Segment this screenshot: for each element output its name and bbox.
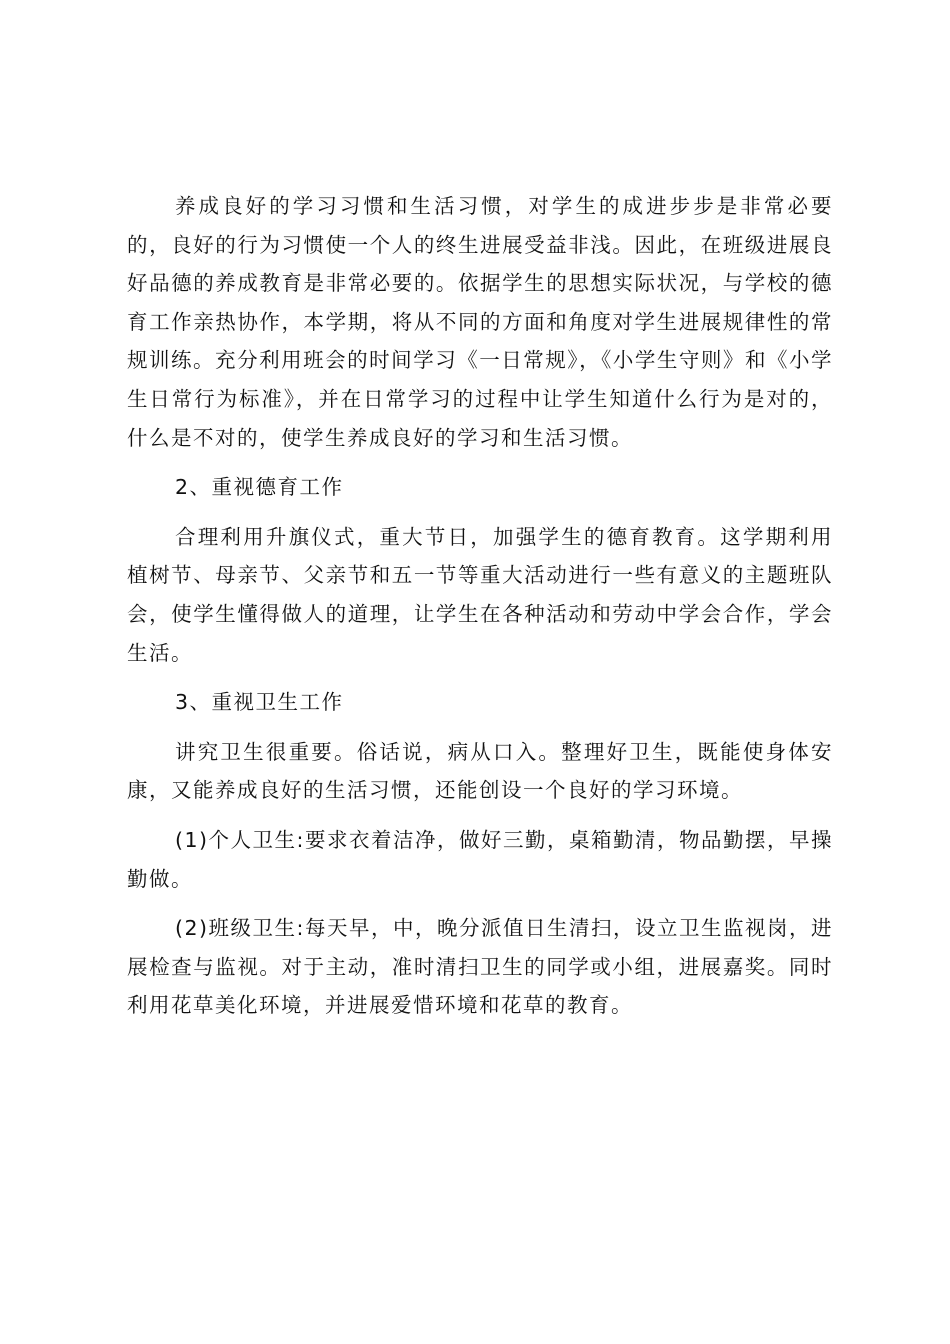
paragraph-moral-education: 合理利用升旗仪式，重大节日，加强学生的德育教育。这学期利用植树节、母亲节、父亲节和五一节等重大活动进行一些有意义的主题班队会，使学生懂得做人的道理，让学生在各种活动和劳动中学会合作，学会生活。 bbox=[127, 524, 833, 665]
paragraph-personal-hygiene: (1)个人卫生:要求衣着洁净，做好三勤，桌箱勤清，物品勤摆，早操勤做。 bbox=[127, 827, 833, 891]
heading-moral-education: 2、重视德育工作 bbox=[175, 475, 344, 500]
paragraph-habits: 养成良好的学习习惯和生活习惯，对学生的成进步步是非常必要的，良好的行为习惯使一个人的终生进展受益非浅。因此，在班级进展良好品德的养成教育是非常必要的。依据学生的思想实际状况，与学校的德育工作亲热协作，本学期，将从不同的方面和角度对学生进展规律性的常规训练。充分利用班会的时间学习《一日常规》，《小学生守则》和《小学生日常行为标准》，并在日常学习的过程中让学生知道什么行为是对的，什么是不对的，使学生养成良好的学习和生活习惯。 bbox=[127, 194, 833, 450]
paragraph-hygiene: 讲究卫生很重要。俗话说，病从口入。整理好卫生，既能使身体安康，又能养成良好的生活习惯，还能创设一个良好的学习环境。 bbox=[127, 739, 833, 803]
heading-hygiene: 3、重视卫生工作 bbox=[175, 690, 344, 715]
document-body bbox=[127, 187, 833, 1025]
paragraph-class-hygiene: (2)班级卫生:每天早，中，晚分派值日生清扫，设立卫生监视岗，进展检查与监视。对于主动，准时清扫卫生的同学或小组，进展嘉奖。同时利用花草美化环境，并进展爱惜环境和花草的教育。 bbox=[127, 916, 833, 1018]
